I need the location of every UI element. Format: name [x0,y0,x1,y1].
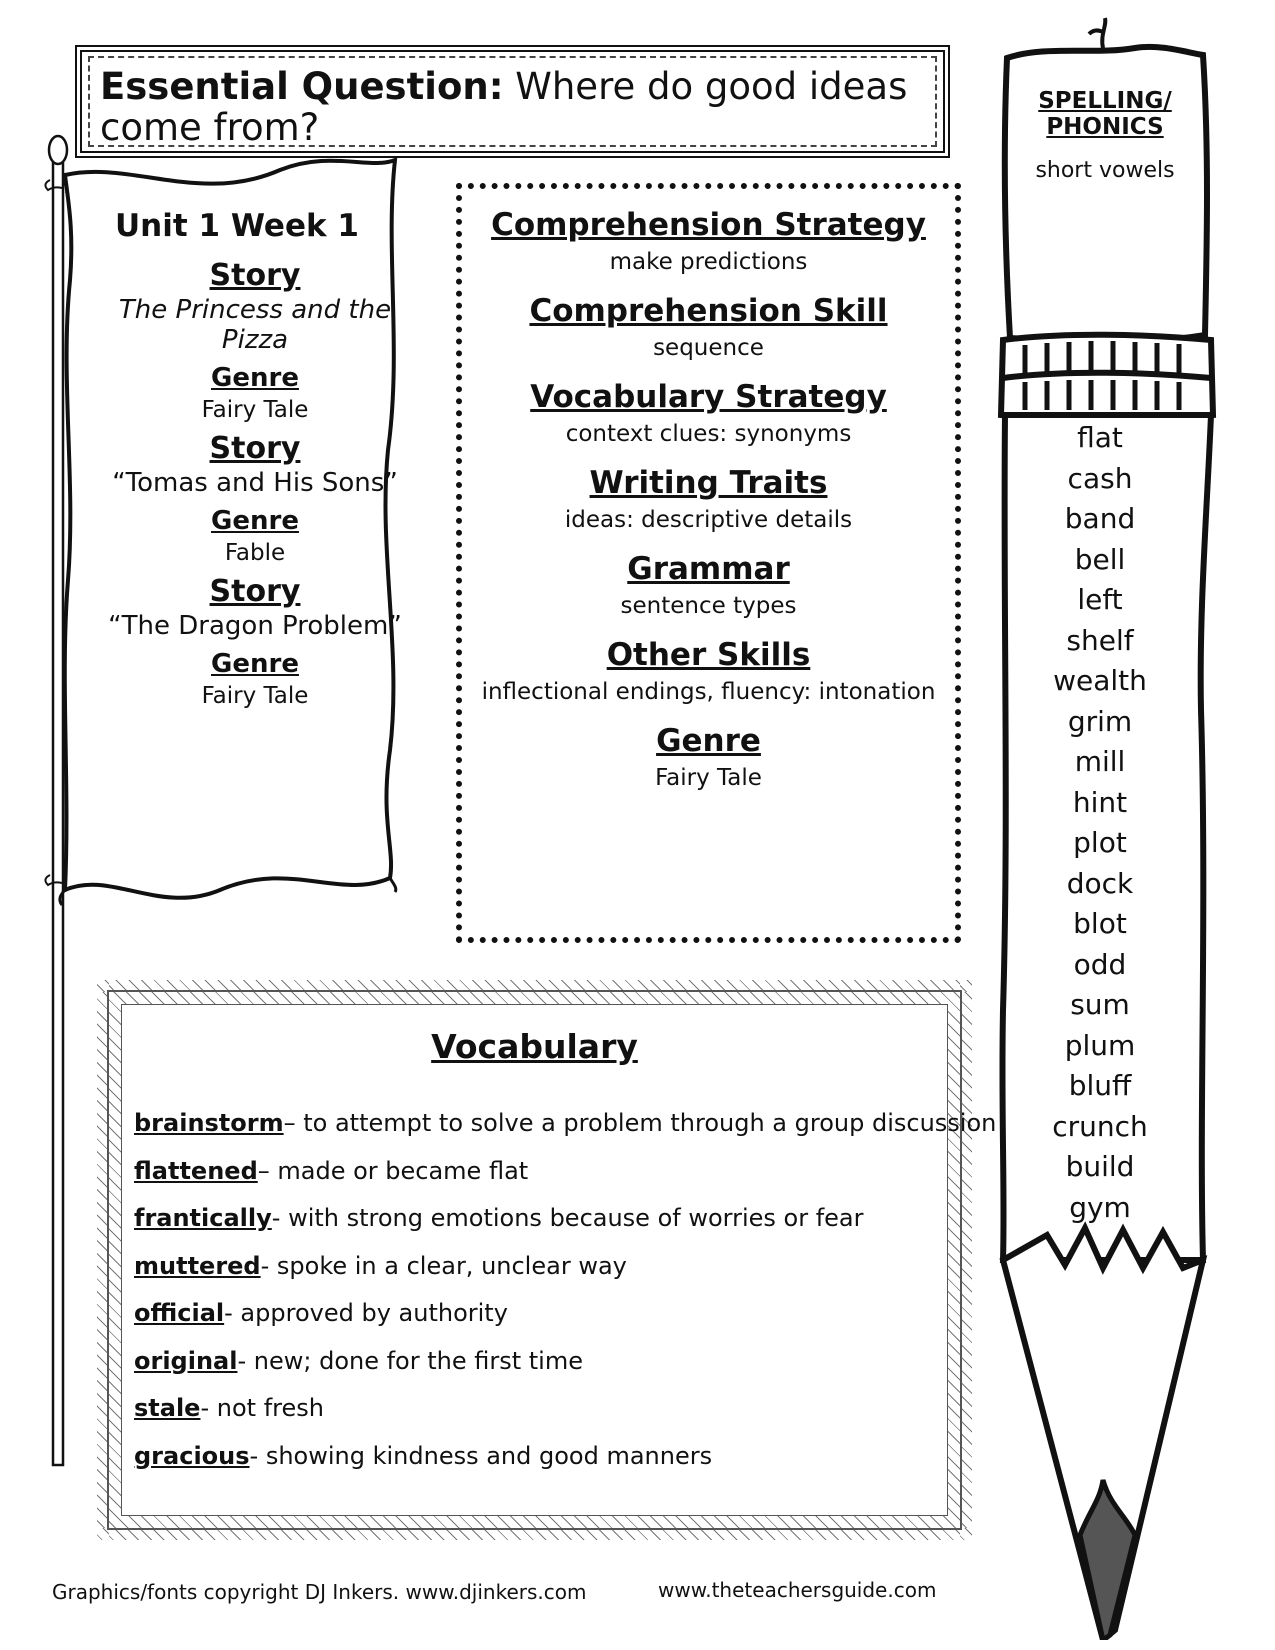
vocab-item [134,1195,939,1243]
story-2-label: Story [209,431,301,466]
vocabulary-title: Vocabulary [431,1027,638,1066]
vocab-item [134,1433,939,1481]
vocabulary-strategy-heading: Vocabulary Strategy [530,379,887,415]
vocab-item [134,1290,939,1338]
spelling-word: cash [1067,461,1133,495]
spelling-word: plot [1073,826,1127,859]
vocab-definition: - new; done for the first time [237,1346,583,1375]
vocab-item [134,1100,997,1148]
essential-question-text: Where do good ideas come from? [100,65,908,149]
spelling-heading-line2: PHONICS [1046,114,1164,140]
flag-content [90,200,420,717]
pencil-eraser-tuft [1089,18,1105,48]
vocab-item [134,1148,939,1196]
vocabulary-strategy-value: context clues: synonyms [565,421,852,447]
vocab-definition: – to attempt to solve a problem through a group discussion [283,1109,997,1137]
vocab-word: stale [134,1394,201,1422]
vocab-word: muttered [134,1251,261,1280]
grammar-heading: Grammar [627,551,790,587]
spelling-word: hint [1072,785,1128,819]
spelling-heading-line1: SPELLING/ [1038,88,1172,114]
story-1-title: The Princess and the Pizza [118,295,392,355]
vocabulary-box [97,980,997,1540]
story-3-title: “The Dragon Problem” [108,611,402,641]
skills-box [456,183,961,943]
vocab-word: gracious [134,1441,250,1470]
vocab-definition: - spoke in a clear, unclear way [260,1251,627,1280]
spelling-word-list [1030,418,1170,1228]
vocabulary-list [134,1100,997,1480]
spelling-word: sum [1070,988,1130,1021]
comprehension-strategy-value: make predictions [609,249,808,275]
comprehension-skill-heading: Comprehension Skill [529,293,888,329]
story-2-genre-label: Genre [211,506,299,536]
story-3-genre-label: Genre [211,649,299,679]
story-2-genre: Fable [224,540,286,566]
grammar-value: sentence types [620,593,797,619]
spelling-subtitle: short vowels [1035,158,1175,183]
story-3-label: Story [209,574,301,609]
vocab-item [134,1243,939,1291]
vocab-definition: - approved by authority [224,1299,508,1327]
story-3-genre: Fairy Tale [201,683,309,709]
story-1-genre: Fairy Tale [201,397,309,423]
story-1-genre-label: Genre [211,363,299,393]
essential-question-label: Essential Question: [100,65,504,108]
vocab-word: frantically [134,1204,272,1232]
spelling-header [1015,88,1195,183]
vocab-word: brainstorm [134,1109,284,1137]
unit-week-title: Unit 1 Week 1 [115,208,359,244]
spelling-word: flat [1077,421,1123,454]
vocab-word: official [134,1299,225,1327]
spelling-word: bluff [1068,1069,1132,1102]
vocab-word: original [134,1346,238,1375]
vocabulary-inner [121,1004,997,1516]
genre-value: Fairy Tale [655,765,762,791]
other-skills-heading: Other Skills [606,637,811,673]
skills-list [462,199,955,809]
genre-heading: Genre [656,723,761,759]
spelling-word: gym [1069,1190,1131,1224]
vocab-definition: – made or became flat [257,1156,529,1185]
spelling-word: wealth [1053,664,1147,697]
spelling-word: plum [1064,1028,1136,1062]
spelling-word: build [1065,1150,1135,1183]
comprehension-strategy-heading: Comprehension Strategy [491,207,926,243]
vocab-definition: - not fresh [200,1394,324,1422]
spelling-word: shelf [1066,623,1134,657]
spelling-word: band [1064,502,1136,535]
story-1-label: Story [209,258,301,293]
spelling-word: mill [1074,745,1126,778]
vocab-word: flattened [134,1156,258,1185]
writing-traits-value: ideas: descriptive details [564,507,853,533]
other-skills-value: inflectional endings, fluency: intonation [481,679,936,705]
spelling-word: odd [1073,947,1127,981]
footer-website: www.theteachersguide.com [658,1578,937,1602]
vocab-definition: - with strong emotions because of worries or fear [271,1204,864,1232]
vocab-definition: - showing kindness and good manners [249,1441,713,1470]
vocab-item [134,1385,939,1433]
footer-copyright: Graphics/fonts copyright DJ Inkers. www.djinkers.com [52,1580,587,1604]
spelling-word: grim [1067,704,1133,738]
spelling-word: left [1077,583,1123,616]
story-2-title: “Tomas and His Sons” [112,468,398,498]
spelling-word: bell [1074,542,1126,576]
writing-traits-heading: Writing Traits [589,465,828,501]
comprehension-skill-value: sequence [653,335,764,361]
spelling-word: blot [1073,907,1127,940]
flag-pole-knob [49,136,67,164]
spelling-word: dock [1066,866,1134,900]
flag-pole [53,155,63,1465]
vocab-item [134,1338,939,1386]
spelling-word: crunch [1052,1109,1148,1143]
